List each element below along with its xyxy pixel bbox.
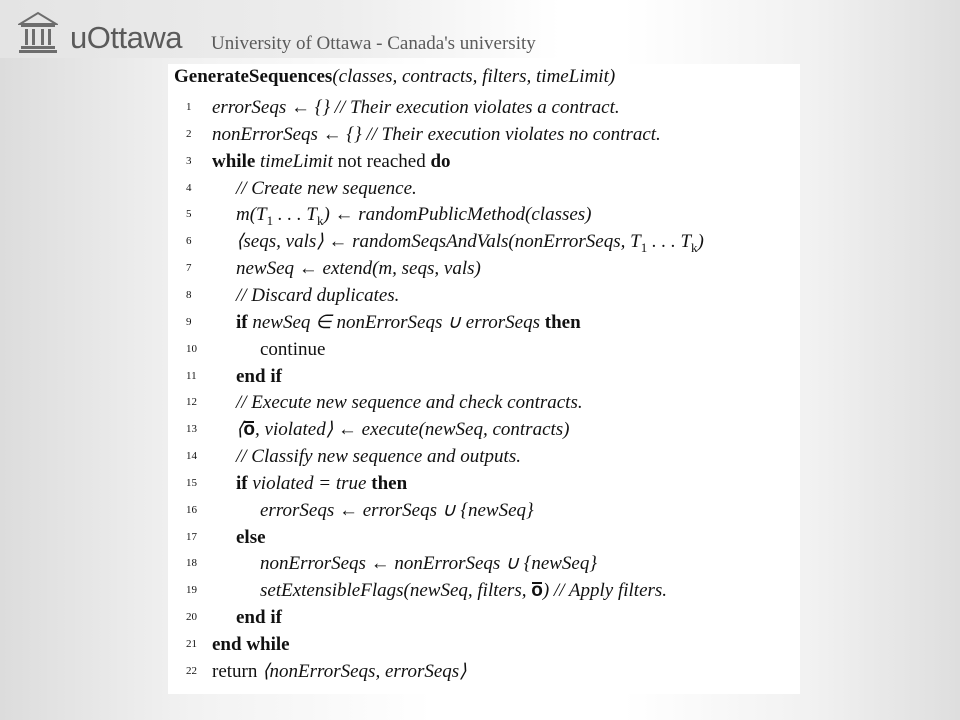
algorithm-listing <box>168 64 800 694</box>
algorithm-title <box>174 66 615 88</box>
line-code <box>260 498 534 524</box>
code-token: newSeq ← extend(m, seqs, vals) <box>236 258 481 280</box>
code-token: violated = true <box>252 472 372 494</box>
algorithm-name: GenerateSequences <box>174 66 333 87</box>
code-token: not reached <box>332 150 431 172</box>
code-token: . . . T <box>273 204 317 226</box>
code-token: if <box>236 311 253 333</box>
line-number: 17 <box>186 530 197 543</box>
line-number: 6 <box>186 235 192 248</box>
line-number: 21 <box>186 638 197 650</box>
line-number: 1 <box>186 101 192 113</box>
code-token: 1 <box>266 213 274 229</box>
line-number: 16 <box>186 503 197 516</box>
code-token: ) ← randomPublicMethod(classes) <box>323 204 592 226</box>
header-banner <box>0 0 560 58</box>
line-number: 20 <box>186 611 197 624</box>
code-token: , violated⟩ ← execute(newSeq, contracts) <box>255 419 570 441</box>
code-token: // Discard duplicates. <box>236 284 400 306</box>
code-token: then <box>371 472 408 494</box>
code-token: return <box>212 660 263 682</box>
code-token: timeLimit <box>260 150 333 172</box>
line-code <box>236 176 417 202</box>
code-token: ) <box>697 231 704 253</box>
line-code <box>260 551 597 577</box>
line-code <box>236 605 282 631</box>
line-code <box>236 417 570 443</box>
code-token: if <box>236 472 253 494</box>
code-token: ⟨nonErrorSeqs, errorSeqs⟩ <box>262 660 467 682</box>
code-token: setExtensibleFlags(newSeq, filters, <box>260 580 532 602</box>
line-code <box>236 444 521 470</box>
code-token: ) // Apply filters. <box>542 580 668 602</box>
line-code <box>236 256 481 282</box>
code-token: errorSeqs ← errorSeqs ∪ {newSeq} <box>260 499 534 521</box>
line-code <box>260 337 325 363</box>
line-number: 22 <box>186 664 197 677</box>
line-number: 9 <box>186 315 192 328</box>
line-number: 18 <box>186 557 197 570</box>
line-number: 13 <box>186 423 197 436</box>
code-token: ⟨ <box>236 419 244 441</box>
algorithm-params: (classes, contracts, filters, timeLimit) <box>332 66 616 87</box>
code-token: o <box>531 580 543 602</box>
code-token: nonErrorSeqs ← nonErrorSeqs ∪ {newSeq} <box>260 553 597 575</box>
line-number: 11 <box>186 369 197 382</box>
code-token: 1 <box>640 240 648 256</box>
line-number: 2 <box>186 127 192 140</box>
line-code <box>212 659 467 685</box>
code-token: end while <box>212 634 290 655</box>
logo-wordmark: uOttawa <box>70 20 182 55</box>
code-token: // Classify new sequence and outputs. <box>236 446 521 468</box>
line-code <box>236 364 282 390</box>
code-token: // Create new sequence. <box>236 177 417 199</box>
line-number: 10 <box>186 342 197 355</box>
line-code <box>236 283 399 309</box>
code-token: newSeq ∈ nonErrorSeqs ∪ errorSeqs <box>252 311 545 333</box>
line-code <box>260 578 667 604</box>
code-token: then <box>544 311 581 333</box>
code-token: else <box>236 526 266 548</box>
code-token: end if <box>236 607 282 629</box>
code-token: nonErrorSeqs ← {} // Their execution violates no contract. <box>212 123 661 145</box>
line-code <box>212 122 661 148</box>
line-number: 14 <box>186 450 197 463</box>
line-number: 15 <box>186 476 197 489</box>
code-token: end if <box>236 365 282 387</box>
code-token: ⟨seqs, vals⟩ ← randomSeqsAndVals(nonErrorSeqs, T <box>236 231 641 253</box>
line-number: 5 <box>186 208 192 221</box>
code-token: while <box>212 150 261 172</box>
line-code <box>236 390 583 416</box>
code-token: k <box>316 213 324 229</box>
code-token: m(T <box>236 204 267 226</box>
line-number: 3 <box>186 154 192 167</box>
university-tagline: University of Ottawa - Canada's university <box>211 33 536 54</box>
line-code <box>236 310 581 336</box>
line-number: 4 <box>186 181 192 194</box>
line-number: 12 <box>186 396 197 409</box>
code-token: continue <box>260 338 326 360</box>
code-token: do <box>430 150 451 172</box>
line-number: 19 <box>186 584 197 597</box>
university-building-icon <box>18 10 58 54</box>
line-code <box>212 632 290 658</box>
line-code <box>212 95 620 121</box>
line-code <box>212 149 451 175</box>
code-token: . . . T <box>647 231 692 253</box>
code-token: k <box>691 240 698 256</box>
line-number: 8 <box>186 288 192 301</box>
code-token: o <box>243 419 256 441</box>
code-token: // Execute new sequence and check contracts. <box>236 392 583 414</box>
line-code <box>236 525 266 551</box>
code-token: errorSeqs ← {} // Their execution violates a contract. <box>212 97 620 118</box>
line-code <box>236 471 407 497</box>
line-number: 7 <box>186 262 192 275</box>
